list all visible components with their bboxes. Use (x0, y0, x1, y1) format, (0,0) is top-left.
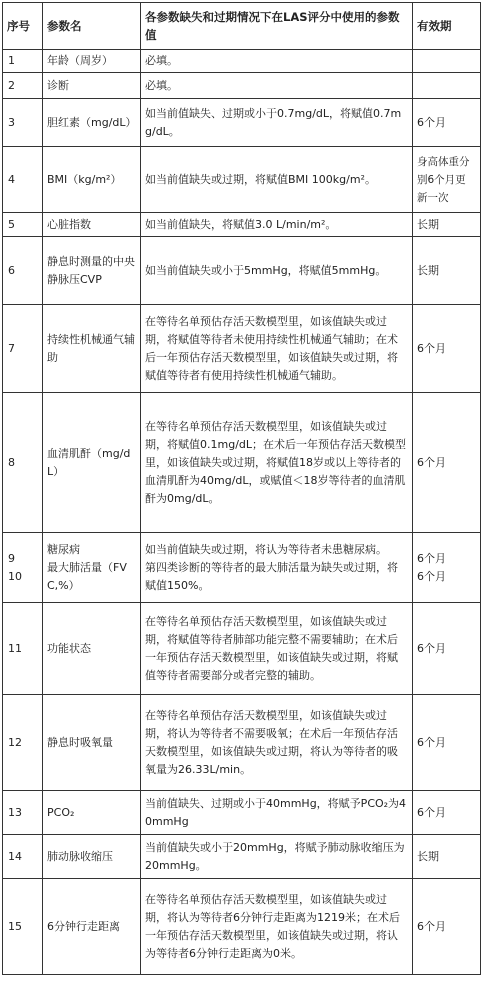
row-value: 在等待名单预估存活天数模型里，如该值缺失或过期，将赋值等待者肺部功能完整不需要辅助；在术后一年预估存活天数模型里，如该值缺失或过期，将赋值等待者需要部分或者完整的辅助。 (141, 603, 413, 695)
table-row (3, 305, 481, 393)
table-row (3, 73, 481, 99)
row-valid: 6个月 (413, 695, 481, 791)
row-param: 肺动脉收缩压 (43, 835, 141, 879)
table-row (3, 393, 481, 533)
row-value: 第四类诊断的等待者的最大肺活量为缺失或过期，将赋值150%。 (145, 560, 398, 592)
las-parameter-table (2, 2, 481, 975)
row-valid: 长期 (413, 237, 481, 305)
row-valid-stack (413, 533, 481, 603)
header-no: 序号 (3, 3, 43, 50)
row-no: 11 (3, 603, 43, 695)
row-no: 14 (3, 835, 43, 879)
row-no: 8 (3, 393, 43, 533)
row-no: 2 (3, 73, 43, 99)
row-value: 如当前值缺失、过期或小于0.7mg/dL，将赋值0.7mg/dL。 (141, 99, 413, 147)
row-param: 持续性机械通气辅助 (43, 305, 141, 393)
row-no: 15 (3, 879, 43, 975)
row-param: 最大肺活量（FVC,%） (47, 560, 127, 592)
table-row (3, 695, 481, 791)
table-row (3, 533, 481, 603)
row-valid: 6个月 (417, 569, 446, 583)
row-value: 必填。 (141, 50, 413, 73)
row-value: 如当前值缺失或过期，将认为等待者未患糖尿病。 (145, 542, 387, 556)
table-row (3, 99, 481, 147)
row-param-stack (43, 533, 141, 603)
row-no: 4 (3, 147, 43, 213)
row-param: 血清肌酐（mg/dL） (43, 393, 141, 533)
row-value: 在等待名单预估存活天数模型里，如该值缺失或过期，将认为等待者不需要吸氧；在术后一年预估存活天数模型里，如该值缺失或过期，将认为等待者的吸氧量为26.33L/min。 (141, 695, 413, 791)
row-param: 年龄（周岁） (43, 50, 141, 73)
table-row (3, 603, 481, 695)
row-value-stack (141, 533, 413, 603)
row-no: 7 (3, 305, 43, 393)
row-no: 10 (8, 569, 22, 583)
table-row (3, 147, 481, 213)
table-row (3, 879, 481, 975)
row-value: 在等待名单预估存活天数模型里，如该值缺失或过期，将赋值0.1mg/dL；在术后一年预估存活天数模型里，如该值缺失或过期，将赋值18岁或以上等待者的血清肌酐为40mg/dL，或赋值＜18岁等待者的血清肌酐为0mg/dL。 (141, 393, 413, 533)
row-valid: 6个月 (413, 879, 481, 975)
row-valid: 6个月 (413, 305, 481, 393)
table-row (3, 213, 481, 237)
row-value: 如当前值缺失或过期，将赋值BMI 100kg/m²。 (141, 147, 413, 213)
row-param: 诊断 (43, 73, 141, 99)
row-value: 在等待名单预估存活天数模型里，如该值缺失或过期，将认为等待者6分钟行走距离为1219米；在术后一年预估存活天数模型里，如该值缺失或过期，将认为等待者6分钟行走距离为0米。 (141, 879, 413, 975)
row-no: 3 (3, 99, 43, 147)
row-param: BMI（kg/m²） (43, 147, 141, 213)
row-param: 6分钟行走距离 (43, 879, 141, 975)
row-value: 如当前值缺失，将赋值3.0 L/min/m²。 (141, 213, 413, 237)
row-valid: 长期 (413, 835, 481, 879)
row-no: 9 (8, 551, 15, 565)
row-valid: 6个月 (413, 99, 481, 147)
row-no: 5 (3, 213, 43, 237)
table-row (3, 237, 481, 305)
row-valid (413, 50, 481, 73)
row-valid (413, 73, 481, 99)
row-valid: 6个月 (417, 551, 446, 565)
row-value: 必填。 (141, 73, 413, 99)
row-param: 静息时测量的中央静脉压CVP (43, 237, 141, 305)
row-param: 糖尿病 (47, 542, 80, 556)
row-no-stack (3, 533, 43, 603)
row-param: 胆红素（mg/dL） (43, 99, 141, 147)
row-param: 静息时吸氧量 (43, 695, 141, 791)
row-value: 当前值缺失或小于20mmHg，将赋予肺动脉收缩压为20mmHg。 (141, 835, 413, 879)
row-no: 1 (3, 50, 43, 73)
table-row (3, 835, 481, 879)
row-value: 当前值缺失、过期或小于40mmHg，将赋予PCO₂为40mmHg (141, 791, 413, 835)
row-valid: 身高体重分别6个月更新一次 (413, 147, 481, 213)
row-no: 12 (3, 695, 43, 791)
row-param: PCO₂ (43, 791, 141, 835)
row-no: 13 (3, 791, 43, 835)
row-valid: 6个月 (413, 791, 481, 835)
header-param: 参数名 (43, 3, 141, 50)
row-valid: 6个月 (413, 603, 481, 695)
row-param: 心脏指数 (43, 213, 141, 237)
row-value: 如当前值缺失或小于5mmHg，将赋值5mmHg。 (141, 237, 413, 305)
header-value: 各参数缺失和过期情况下在LAS评分中使用的参数值 (141, 3, 413, 50)
row-valid: 长期 (413, 213, 481, 237)
header-valid: 有效期 (413, 3, 481, 50)
table-row (3, 50, 481, 73)
row-valid: 6个月 (413, 393, 481, 533)
row-no: 6 (3, 237, 43, 305)
table-header-row (3, 3, 481, 50)
row-value: 在等待名单预估存活天数模型里，如该值缺失或过期，将赋值等待者未使用持续性机械通气辅助；在术后一年预估存活天数模型里，如该值缺失或过期，将赋值等待者有使用持续性机械通气辅助。 (141, 305, 413, 393)
table-row (3, 791, 481, 835)
row-param: 功能状态 (43, 603, 141, 695)
